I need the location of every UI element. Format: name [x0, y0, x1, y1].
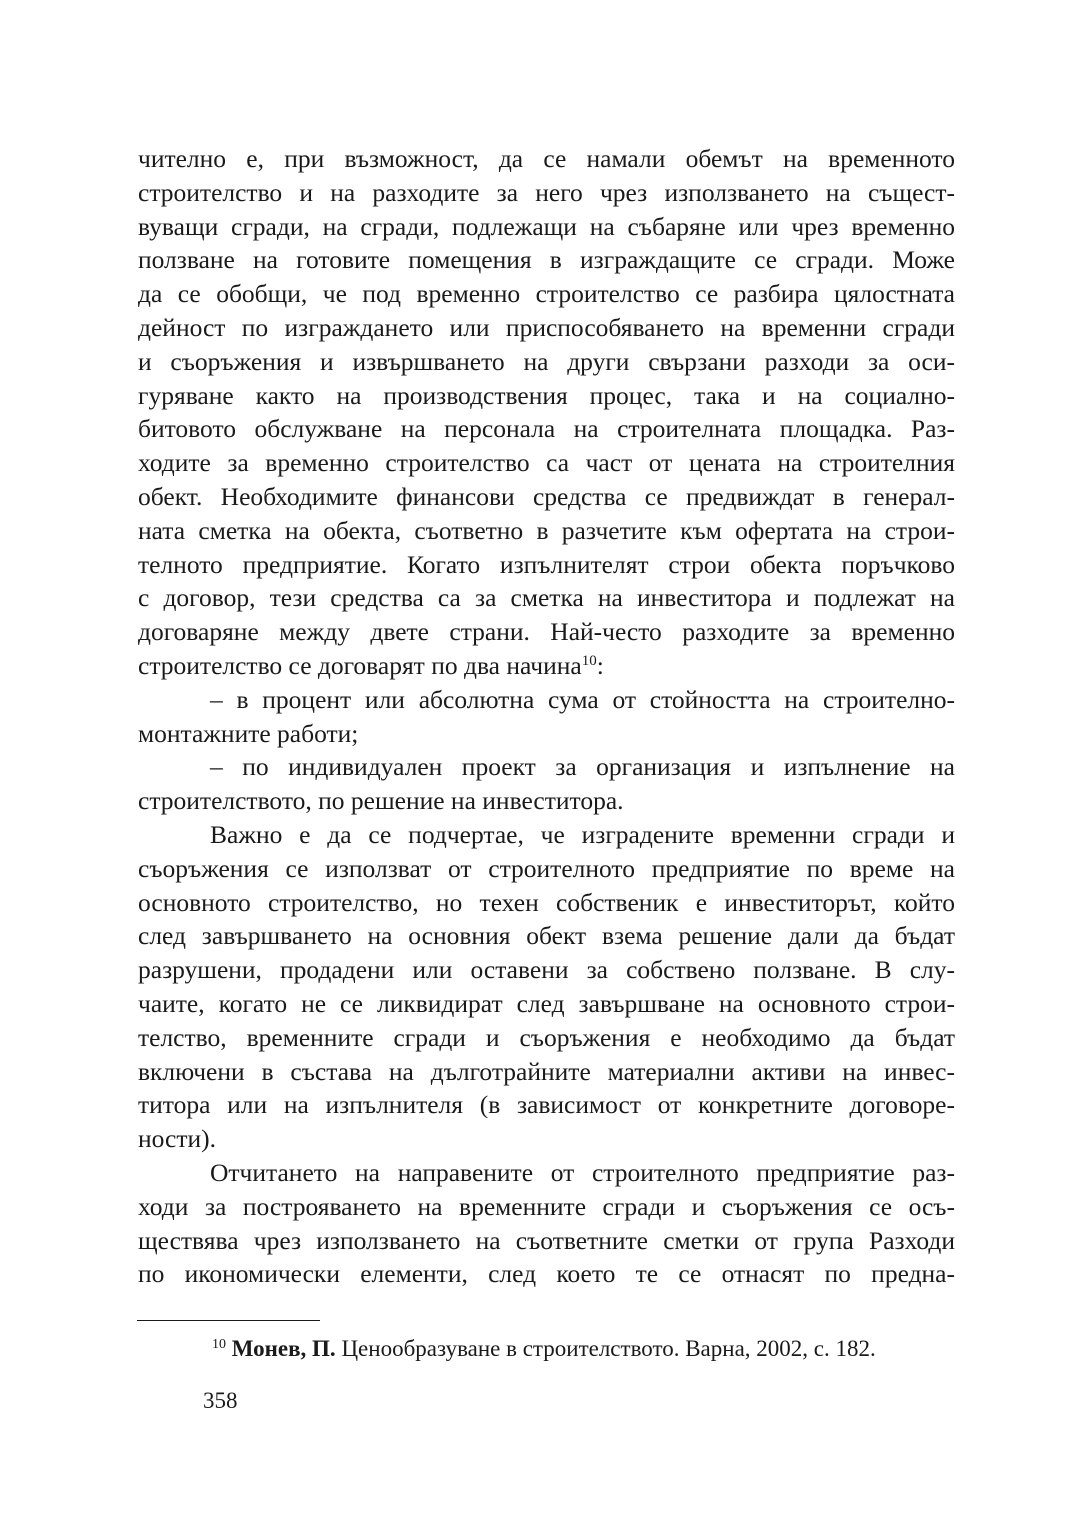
text-line: основното строителство, но техен собственик е инвеститорът, който	[138, 887, 955, 917]
text-line: договаряне между двете страни. Най-често разходите за временно	[138, 617, 955, 647]
text-line-content: строителство се договарят по два начина	[138, 650, 582, 680]
text-line: по икономически елементи, след което те се отнасят по предна-	[138, 1259, 955, 1289]
text-line: чаите, когато не се ликвидират след завършване на основното строи-	[138, 988, 955, 1018]
text-line: ходите за временно строителство са част от цената на строителния	[138, 448, 955, 478]
text-line: и съоръжения и извършването на други свързани разходи за оси-	[138, 346, 955, 376]
footnote-divider	[137, 1320, 320, 1321]
page-number: 358	[203, 1388, 238, 1413]
text-line: чително е, при възможност, да се намали обемът на временното	[138, 144, 955, 173]
text-line: монтажните работи;	[138, 718, 359, 748]
text-line	[138, 649, 955, 683]
text-line: с договор, тези средства са за сметка на инвеститора и подлежат на	[138, 583, 955, 613]
footnote-reference[interactable]: 10	[581, 652, 597, 669]
footnote-author: Монев, П.	[231, 1336, 336, 1361]
body-text	[138, 142, 955, 1291]
text-line: телното предприятие. Когато изпълнителят строи обекта поръчково	[138, 549, 955, 579]
footnote	[212, 1334, 957, 1364]
text-line: гуряване както на производствения процес, така и на социално-	[138, 380, 955, 410]
text-line: ползване на готовите помещения в изграждащите се сгради. Може	[138, 245, 955, 275]
text-line: дейност по изграждането или приспособяването на временни сгради	[138, 312, 955, 342]
list-item-line: – в процент или абсолютна сума от стойността на строително-	[210, 684, 955, 714]
paragraph-first-line: Важно е да се подчертае, че изградените временни сгради и	[210, 819, 955, 849]
text-line: ходи за построяването на временните сгради и съоръжения се осъ-	[138, 1191, 955, 1221]
text-line: включени в състава на дълготрайните материални активи на инвес-	[138, 1056, 955, 1086]
text-line: битовото обслужване на персонала на строителната площадка. Раз-	[138, 414, 955, 444]
text-line: вуващи сгради, на сгради, подлежащи на събаряне или чрез временно	[138, 211, 955, 241]
text-line: титора или на изпълнителя (в зависимост от конкретните договоре-	[138, 1090, 955, 1120]
footnote-number: 10	[212, 1337, 226, 1352]
text-line: ности).	[138, 1124, 217, 1154]
text-line: съоръжения се използват от строителното предприятие по време на	[138, 853, 955, 883]
text-line: ната сметка на обекта, съответно в разчетите към офертата на строи-	[138, 515, 955, 545]
text-line: разрушени, продадени или оставени за собствено ползване. В слу-	[138, 955, 955, 985]
text-line: обект. Необходимите финансови средства се предвиждат в генерал-	[138, 481, 955, 511]
text-line: строителство и на разходите за него чрез използването на същест-	[138, 177, 955, 207]
footnote-text: Ценообразуване в строителството. Варна, 2002, с. 182.	[335, 1336, 876, 1361]
text-line: да се обобщи, че под временно строителство се разбира цялостната	[138, 279, 955, 309]
paragraph-first-line: Отчитането на направените от строителното предприятие раз-	[210, 1157, 955, 1187]
text-line-punctuation: :	[596, 650, 604, 680]
text-line: след завършването на основния обект взема решение дали да бъдат	[138, 921, 955, 951]
text-line: строителството, по решение на инвеститора.	[138, 786, 624, 816]
text-line: ществява чрез използването на съответните сметки от група Разходи	[138, 1225, 955, 1255]
list-item-line: – по индивидуален проект за организация и изпълнение на	[210, 752, 955, 782]
text-line: телство, временните сгради и съоръжения е необходимо да бъдат	[138, 1022, 955, 1052]
